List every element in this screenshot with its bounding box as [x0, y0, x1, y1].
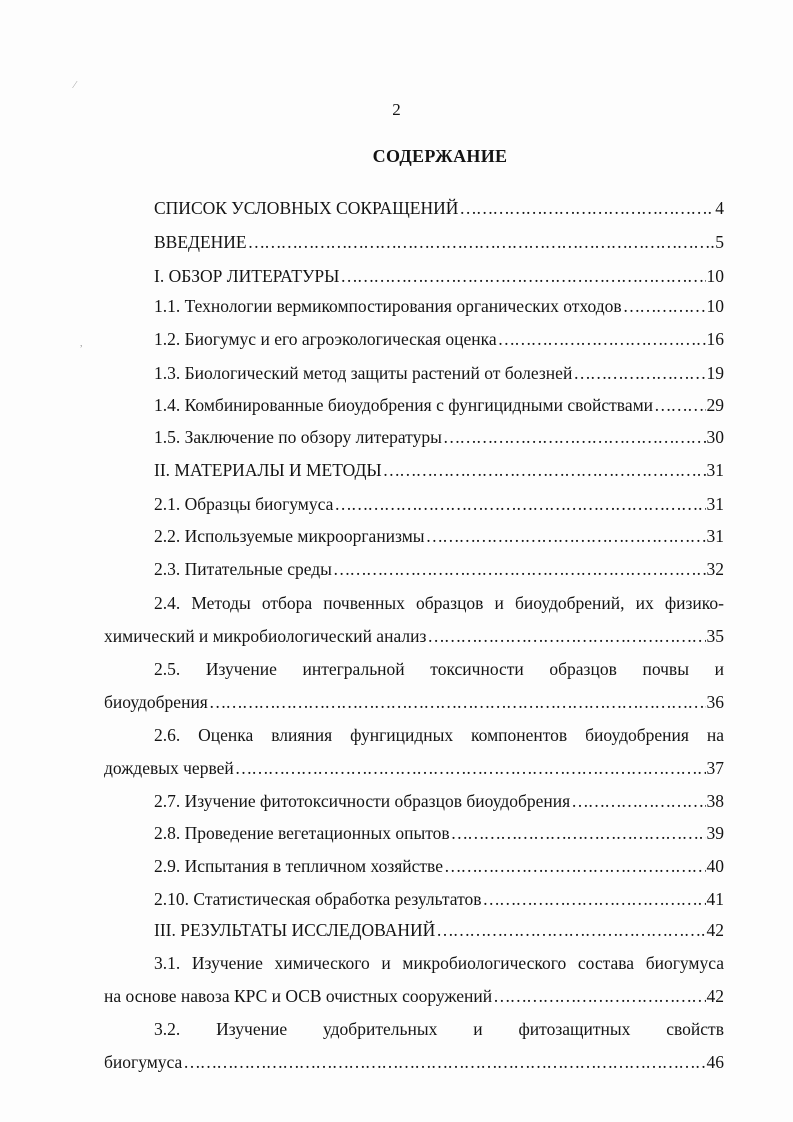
toc-entry-text-line1: 3.1. Изучение химического и микробиологического состава биогумуса	[154, 953, 724, 973]
toc-entry-text: на основе навоза КРС и ОСВ очистных сооружений	[104, 986, 493, 1006]
word: Изучение	[205, 659, 277, 679]
leader-dots	[340, 266, 705, 286]
toc-entry-page: 19	[706, 363, 724, 383]
toc-entry[interactable]	[154, 494, 724, 514]
word: и	[714, 659, 724, 679]
toc-entry-page: 16	[706, 329, 724, 349]
toc-entry-text: 1.2. Биогумус и его агроэкологическая оценка	[154, 329, 497, 349]
toc-entry[interactable]	[104, 758, 724, 778]
toc-entry[interactable]	[154, 460, 724, 480]
toc-entry-page: 5	[715, 232, 724, 252]
toc-entry[interactable]	[154, 526, 724, 546]
toc-entry[interactable]	[104, 1052, 724, 1072]
word: почвы	[642, 659, 689, 679]
toc-entry[interactable]	[154, 296, 724, 316]
toc-entry-page: 31	[706, 526, 724, 546]
toc-entry-page: 41	[706, 889, 724, 909]
word: 2.5.	[154, 659, 181, 679]
toc-entry-text: I. ОБЗОР ЛИТЕРАТУРЫ	[154, 266, 340, 286]
toc-entry[interactable]	[154, 823, 724, 843]
toc-entry-page: 30	[706, 427, 724, 447]
toc-entry[interactable]	[104, 692, 724, 712]
toc-entry-text: II. МАТЕРИАЛЫ И МЕТОДЫ	[154, 460, 382, 480]
toc-entry-page: 40	[706, 856, 724, 876]
toc-entry-page: 31	[706, 494, 724, 514]
toc-entry-page: 36	[706, 692, 724, 712]
leader-dots	[333, 559, 706, 579]
toc-entry-text-line1: 2.6. Оценка влияния фунгицидных компонентов биоудобрения на	[154, 725, 724, 745]
leader-dots	[493, 986, 705, 1006]
leader-dots	[334, 494, 705, 514]
toc-entry-text: биоудобрения	[104, 692, 208, 712]
leader-dots	[235, 758, 706, 778]
toc-entry[interactable]	[154, 791, 724, 811]
word: фитозащитных	[518, 1019, 631, 1039]
leader-dots	[426, 526, 706, 546]
toc-entry-text: 2.2. Используемые микроорганизмы	[154, 526, 425, 546]
toc-entry-page: 42	[706, 920, 724, 940]
toc-entry-text: 1.4. Комбинированные биоудобрения с фунгицидными свойствами	[154, 395, 654, 415]
toc-entry-text: 2.1. Образцы биогумуса	[154, 494, 334, 514]
leader-dots	[248, 232, 715, 252]
toc-title: СОДЕРЖАНИЕ	[372, 146, 508, 166]
toc-entry-page: 32	[706, 559, 724, 579]
toc-entry-text: 1.3. Биологический метод защиты растений от болезней	[154, 363, 573, 383]
toc-entry-page: 29	[706, 395, 724, 415]
toc-entry-page: 46	[706, 1052, 724, 1072]
leader-dots	[183, 1052, 705, 1072]
toc-entry-text: 1.5. Заключение по обзору литературы	[154, 427, 442, 447]
leader-dots	[443, 427, 706, 447]
toc-entry[interactable]	[154, 232, 724, 252]
leader-dots	[427, 626, 705, 646]
toc-entry-page: 10	[706, 296, 724, 316]
leader-dots	[436, 920, 705, 940]
toc-entry-first-line[interactable]	[154, 659, 724, 679]
toc-entry-text: 2.8. Проведение вегетационных опытов	[154, 823, 450, 843]
page-number: 2	[392, 100, 401, 119]
toc-entry-first-line[interactable]	[154, 593, 724, 613]
toc-entry[interactable]	[154, 559, 724, 579]
toc-entry-text: 1.1. Технологии вермикомпостирования органических отходов	[154, 296, 622, 316]
toc-entry-page: 4	[715, 198, 724, 218]
toc-entry-first-line[interactable]	[154, 1019, 724, 1039]
leader-dots	[498, 329, 706, 349]
word: интегральной	[302, 659, 405, 679]
toc-entry[interactable]	[154, 856, 724, 876]
word: удобрительных	[323, 1019, 438, 1039]
toc-entry[interactable]	[104, 986, 724, 1006]
word: 3.2.	[154, 1019, 181, 1039]
toc-entry-page: 31	[706, 460, 724, 480]
toc-entry-text: 2.7. Изучение фитотоксичности образцов биоудобрения	[154, 791, 571, 811]
leader-dots	[573, 363, 705, 383]
scan-mark: ,	[80, 338, 83, 349]
leader-dots	[209, 692, 706, 712]
toc-entry-text: 2.10. Статистическая обработка результатов	[154, 889, 482, 909]
toc-entry-page: 38	[706, 791, 724, 811]
leader-dots	[571, 791, 705, 811]
leader-dots	[444, 856, 706, 876]
leader-dots	[459, 198, 714, 218]
toc-entry[interactable]	[154, 920, 724, 940]
toc-entry-text: биогумуса	[104, 1052, 183, 1072]
toc-entry[interactable]	[154, 198, 724, 218]
word: и	[473, 1019, 483, 1039]
toc-entry[interactable]	[154, 266, 724, 286]
toc-entry-page: 37	[706, 758, 724, 778]
toc-entry[interactable]	[104, 626, 724, 646]
toc-entry-text: дождевых червей	[104, 758, 234, 778]
leader-dots	[483, 889, 706, 909]
toc-entry[interactable]	[154, 395, 724, 415]
word: свойств	[666, 1019, 724, 1039]
word: токсичности	[430, 659, 524, 679]
leader-dots	[451, 823, 706, 843]
toc-entry-page: 39	[706, 823, 724, 843]
toc-entry-text: СПИСОК УСЛОВНЫХ СОКРАЩЕНИЙ	[154, 198, 459, 218]
toc-entry[interactable]	[154, 427, 724, 447]
toc-entry-first-line[interactable]	[154, 725, 724, 745]
toc-entry-text: III. РЕЗУЛЬТАТЫ ИССЛЕДОВАНИЙ	[154, 920, 436, 940]
toc-entry-text: 2.9. Испытания в тепличном хозяйстве	[154, 856, 443, 876]
toc-entry[interactable]	[154, 363, 724, 383]
toc-entry-text-line1: 2.4. Методы отбора почвенных образцов и биоудобрений, их физико-	[154, 593, 724, 613]
toc-entry-text: 2.3. Питательные среды	[154, 559, 332, 579]
toc-entry-page: 35	[706, 626, 724, 646]
word: Изучение	[216, 1019, 288, 1039]
toc-entry-text: химический и микробиологический анализ	[104, 626, 427, 646]
toc-entry[interactable]	[154, 889, 724, 909]
leader-dots	[654, 395, 705, 415]
toc-entry[interactable]	[154, 329, 724, 349]
toc-entry-text: ВВЕДЕНИЕ	[154, 232, 247, 252]
leader-dots	[383, 460, 706, 480]
leader-dots	[623, 296, 706, 316]
toc-entry-first-line[interactable]	[154, 953, 724, 973]
word: образцов	[549, 659, 617, 679]
toc-entry-page: 42	[706, 986, 724, 1006]
scan-mark: ⁄	[74, 80, 76, 91]
toc-entry-page: 10	[706, 266, 724, 286]
